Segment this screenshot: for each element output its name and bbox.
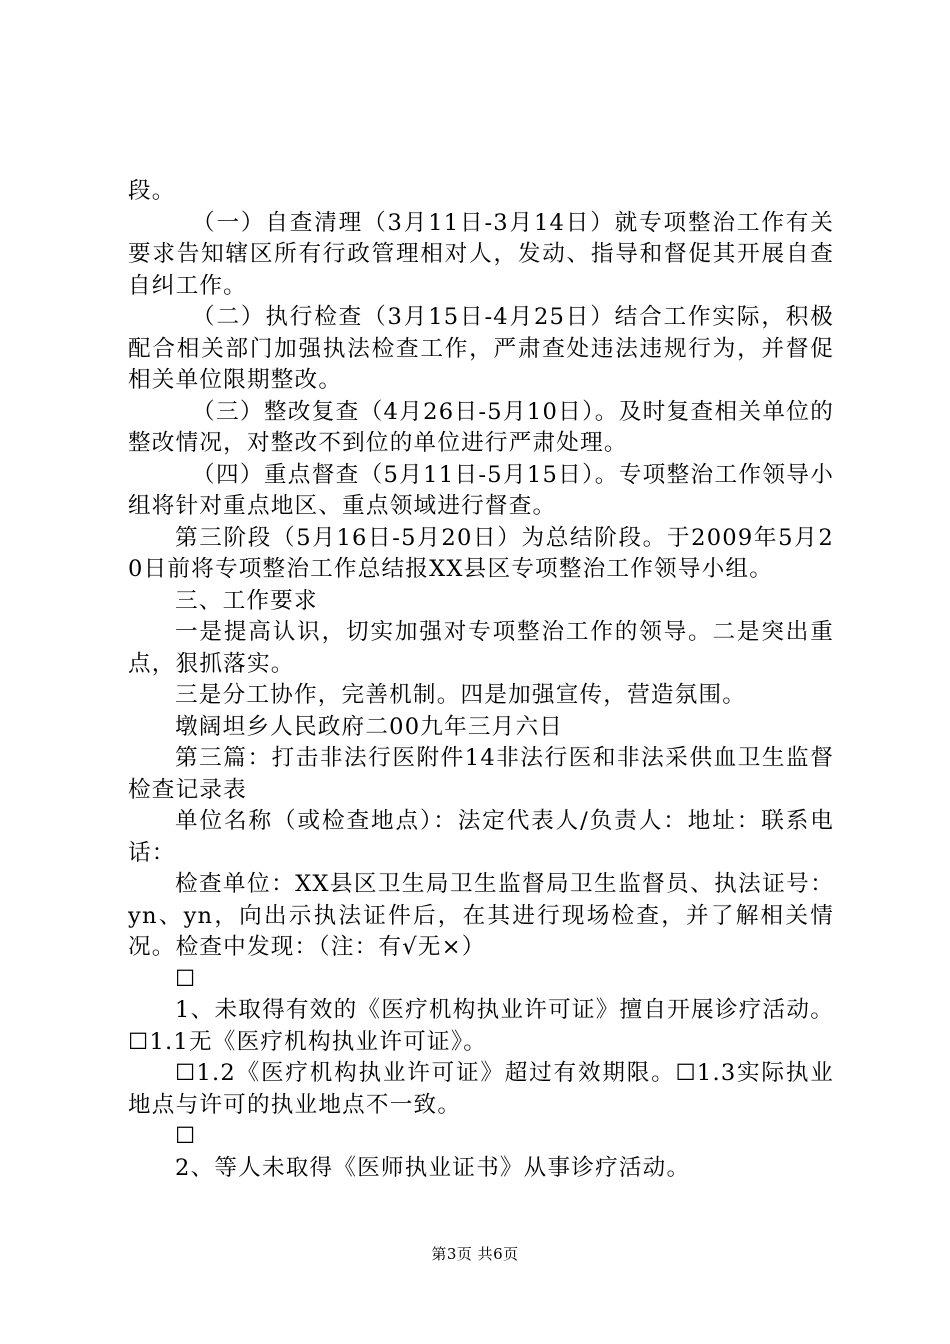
paragraph: （一）自查清理（3月11日-3月14日）就专项整治工作有关要求告知辖区所有行政管理相对人，发动、指导和督促其开展自查自纠工作。 (128, 209, 834, 299)
paragraph: 2、等人未取得《医师执业证书》从事诊疗活动。 (175, 1154, 691, 1181)
paragraph: 检查单位：XX县区卫生局卫生监督局卫生监督员、执法证号：yn、yn，向出示执法证件后，在其进行现场检查，并了解相关情况。检查中发现：（注：有√无×） (128, 871, 834, 960)
paragraph: （二）执行检查（3月15日-4月25日）结合工作实际，积极配合相关部门加强执法检查工作，严肃查处违法违规行为，并督促相关单位限期整改。 (128, 304, 834, 393)
signature-line: 墩阔坦乡人民政府二00九年三月六日 (175, 713, 564, 740)
paragraph: （三）整改复查（4月26日-5月10日）。及时复查相关单位的整改情况，对整改不到位的单位进行严肃处理。 (128, 398, 834, 456)
paragraph: 1、未取得有效的《医疗机构执业许可证》擅自开展诊疗活动。☐1.1无《医疗机构执业许可证》。 (128, 997, 834, 1055)
paragraph: 三是分工协作，完善机制。四是加强宣传，营造氛围。 (175, 682, 747, 708)
paragraph: 段。 (128, 178, 176, 204)
chapter-heading: 第三篇：打击非法行医附件14非法行医和非法采供血卫生监督检查记录表 (128, 745, 834, 803)
section-heading: 三、工作要求 (175, 587, 318, 614)
document-body (128, 176, 834, 1184)
paragraph: 第三阶段（5月16日-5月20日）为总结阶段。于2009年5月20日前将专项整治工作总结报XX县区专项整治工作领导小组。 (128, 524, 834, 582)
page-footer: 第3页 共6页 (431, 1245, 519, 1263)
paragraph: 单位名称（或检查地点）：法定代表人/负责人：地址：联系电话： (128, 808, 834, 866)
paragraph: 一是提高认识，切实加强对专项整治工作的领导。二是突出重点，狠抓落实。 (128, 619, 834, 677)
paragraph: （四）重点督查（5月11日-5月15日）。专项整治工作领导小组将针对重点地区、重点领域进行督查。 (128, 461, 834, 519)
checkbox-line: ☐ (175, 965, 197, 992)
paragraph: ☐1.2《医疗机构执业许可证》超过有效期限。☐1.3实际执业地点与许可的执业地点不一致。 (128, 1060, 834, 1118)
checkbox-line: ☐ (175, 1123, 197, 1149)
